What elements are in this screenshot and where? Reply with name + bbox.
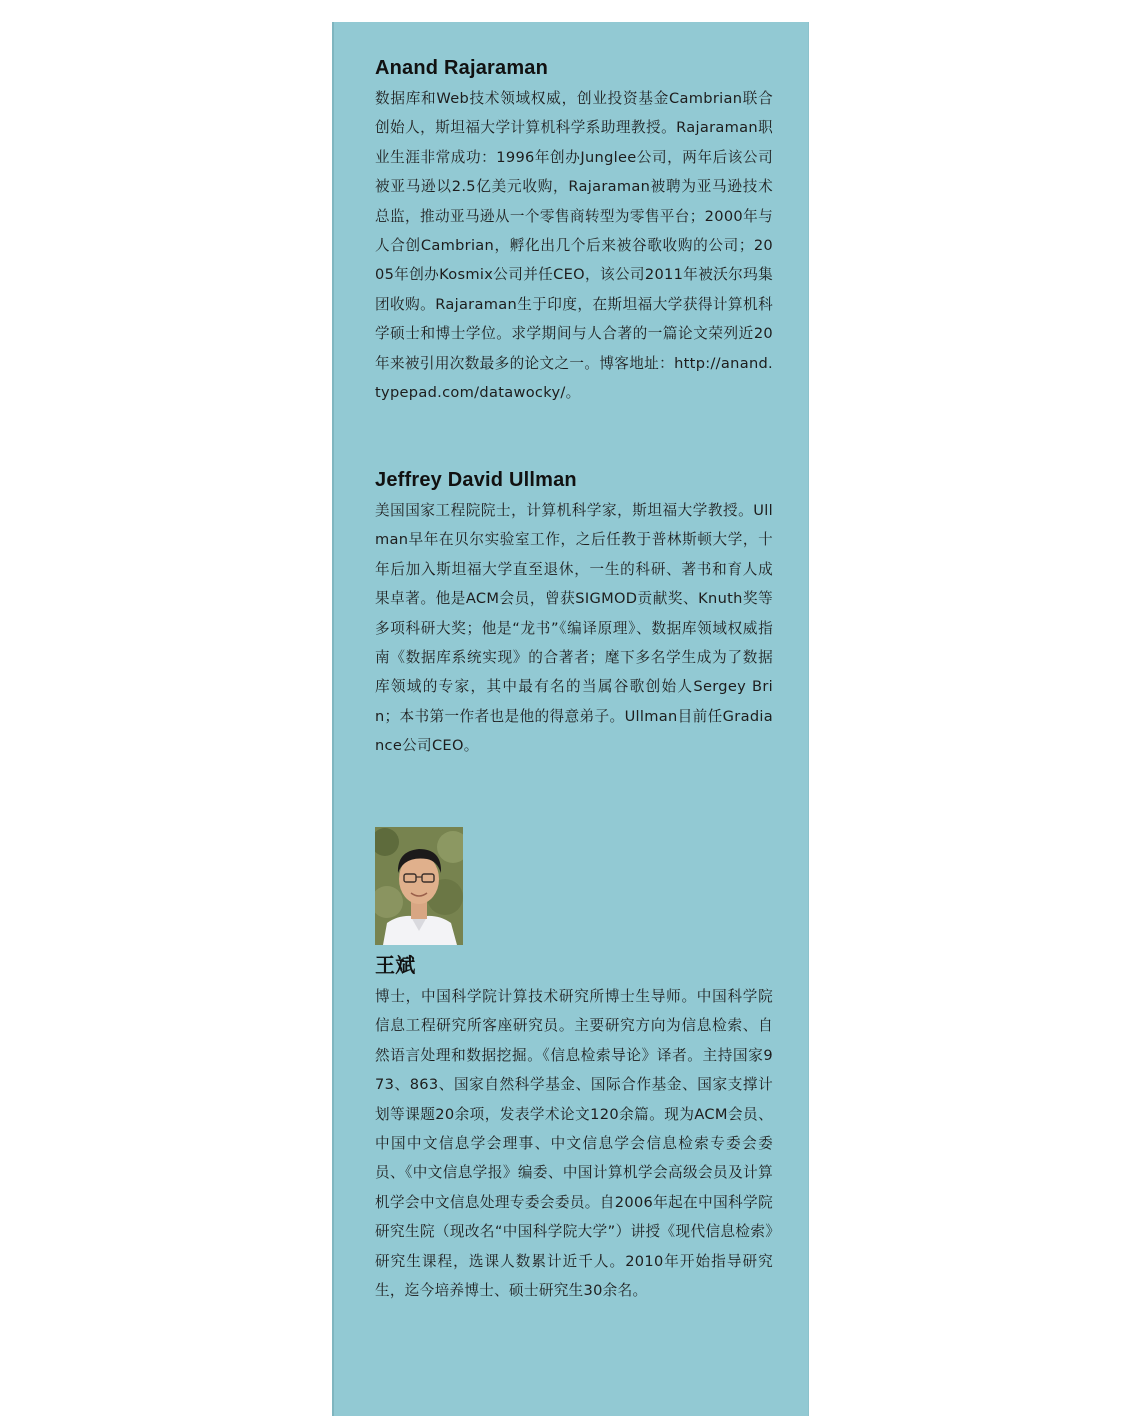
author-bio-jeffrey-ullman: [375, 468, 773, 761]
author-description: 美国国家工程院院士，计算机科学家，斯坦福大学教授。Ullman早年在贝尔实验室工作，之后任教于普林斯顿大学，十年后加入斯坦福大学直至退休，一生的科研、著书和育人成果卓著。他是ACM会员，曾获SIGMOD贡献奖、Knuth奖等多项科研大奖；他是“龙书”《编译原理》、数据库领域权威指南《数据库系统实现》的合著者；麾下多名学生成为了数据库领域的专家，其中最有名的当属谷歌创始人Sergey Brin；本书第一作者也是他的得意弟子。Ullman目前任Gradiance公司CEO。: [375, 502, 773, 755]
author-bio-anand-rajaraman: [375, 56, 773, 407]
author-description: 博士，中国科学院计算技术研究所博士生导师。中国科学院信息工程研究所客座研究员。主要研究方向为信息检索、自然语言处理和数据挖掘。《信息检索导论》译者。主持国家973、863、国家自然科学基金、国际合作基金、国家支撑计划等课题20余项，发表学术论文120余篇。现为ACM会员、中国中文信息学会理事、中文信息学会信息检索专委会委员、《中文信息学报》编委、中国计算机学会高级会员及计算机学会中文信息处理专委会委员。自2006年起在中国科学院研究生院（现改名“中国科学院大学”）讲授《现代信息检索》研究生课程，选课人数累计近千人。2010年开始指导研究生，迄今培养博士、硕士研究生30余名。: [375, 988, 773, 1300]
author-description: 数据库和Web技术领域权威，创业投资基金Cambrian联合创始人，斯坦福大学计算机科学系助理教授。Rajaraman职业生涯非常成功：1996年创办Junglee公司，两年后该公司被亚马逊以2.5亿美元收购，Rajaraman被聘为亚马逊技术总监，推动亚马逊从一个零售商转型为零售平台；2000年与人合创Cambrian，孵化出几个后来被谷歌收购的公司；2005年创办Kosmix公司并任CEO，该公司2011年被沃尔玛集团收购。Rajaraman生于印度，在斯坦福大学获得计算机科学硕士和博士学位。求学期间与人合著的一篇论文荣列近20年来被引用次数最多的论文之一。博客地址：http://anand.typepad.com/datawocky/。: [375, 90, 773, 402]
author-bio-panel: [332, 22, 809, 1416]
author-name: Anand Rajaraman: [375, 57, 549, 79]
portrait-image: [375, 827, 463, 945]
author-bio-wang-bin: [375, 954, 773, 1305]
author-photo: [375, 827, 463, 945]
author-name: 王斌: [375, 955, 416, 977]
author-name: Jeffrey David Ullman: [375, 469, 577, 491]
